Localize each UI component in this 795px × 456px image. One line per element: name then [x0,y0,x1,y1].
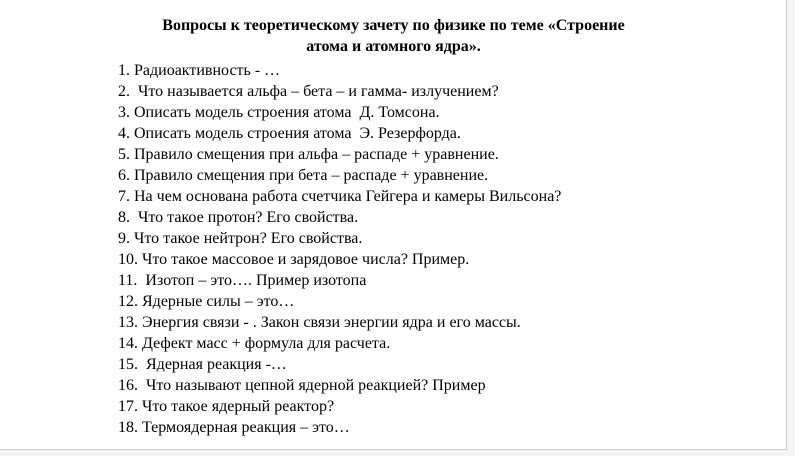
question-item: 10. Что такое массовое и зарядовое числа? Пример. [118,251,470,268]
document-title [0,15,787,57]
question-item: 14. Дефект масс + формула для расчета. [118,335,391,352]
question-item: 1. Радиоактивность - … [118,62,281,79]
question-list [118,60,561,438]
question-item: 11. Изотоп – это…. Пример изотопа [118,272,367,289]
question-item: 17. Что такое ядерный реактор? [118,398,335,415]
window-frame-bottom [0,450,795,456]
document-title-line-1: Вопросы к теоретическому зачету по физике по теме «Строение [162,17,625,34]
question-item: 18. Термоядерная реакция – это… [118,419,350,436]
question-item: 16. Что называют цепной ядерной реакцией? Пример [118,377,486,394]
question-item: 3. Описать модель строения атома Д. Томсона. [118,104,440,121]
question-item: 12. Ядерные силы – это… [118,293,295,310]
question-item: 15. Ядерная реакция -… [118,356,287,373]
window-frame-right [787,0,795,456]
question-item: 7. На чем основана работа счетчика Гейгера и камеры Вильсона? [118,188,562,205]
document-title-line-2: атома и атомного ядра». [306,38,481,55]
question-item: 8. Что такое протон? Его свойства. [118,209,359,226]
question-item: 6. Правило смещения при бета – распаде + уравнение. [118,167,489,184]
question-item: 5. Правило смещения при альфа – распаде + уравнение. [118,146,499,163]
question-item: 9. Что такое нейтрон? Его свойства. [118,230,363,247]
question-item: 4. Описать модель строения атома Э. Резерфорда. [118,125,461,142]
question-item: 2. Что называется альфа – бета – и гамма- излучением? [118,83,499,100]
question-item: 13. Энергия связи - . Закон связи энергии ядра и его массы. [118,314,521,331]
